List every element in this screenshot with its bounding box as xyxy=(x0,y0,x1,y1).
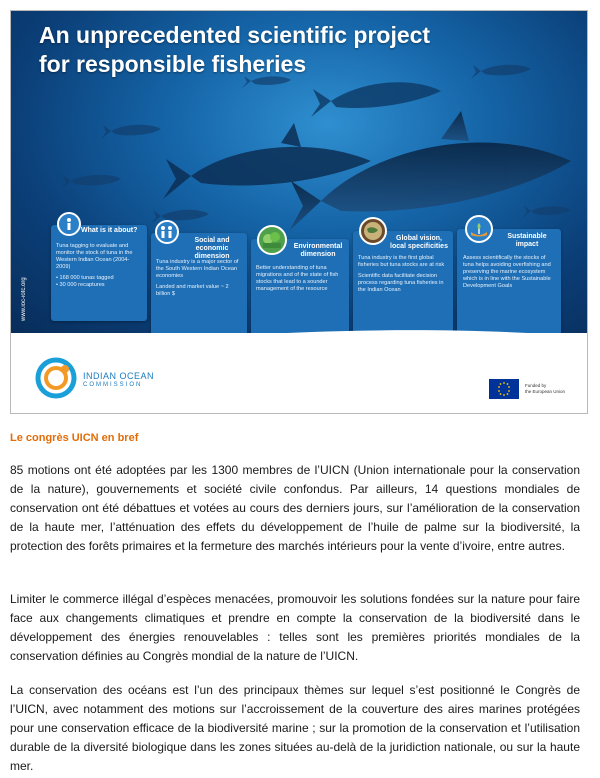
card-title: Global vision, local specificities xyxy=(390,235,448,250)
nature-icon xyxy=(257,225,287,255)
card-body-line: Tuna tagging to evaluate and monitor the stock of tuna in the Western Indian Ocean (2004-2009) xyxy=(56,243,133,270)
card-body xyxy=(358,255,448,298)
eu-flag-icon xyxy=(489,379,519,399)
card-body-line: Assess scientifically the stocks of tuna helps avoiding overfishing and preserving the marine ecosystem which is in line with the Sustainable Development Goals xyxy=(463,255,551,289)
side-url: www.ioc-iotc.org xyxy=(21,277,27,321)
info-card-what-is-it-about xyxy=(51,225,147,321)
eu-caption-line: Funded by xyxy=(525,383,547,388)
card-body-line: • 168 000 tunas tagged xyxy=(56,275,114,281)
footer-wave xyxy=(11,315,588,355)
ioc-subtitle: COMMISSION xyxy=(83,382,143,388)
card-body xyxy=(463,255,555,294)
card-body-line: Landed and market value ~ 2 billion $ xyxy=(156,284,229,297)
card-body-line: Scientific data facilitate decision process regarding tuna fisheries in the Indian Ocean xyxy=(358,273,444,293)
article-paragraph-1: 85 motions ont été adoptées par les 1300 membres de l’UICN (Union internationale pour la conservation de la nature), gouvernements et société civile confondus. Par ailleurs, 14 questions mondiales de conservation ont été débattues et votées au cours des derniers jours, sur l’amélioration de la conservation de la haute mer, l’atténuation des effets du développement de l’huile de palme sur la biodiversité, la protection des forêts primaires et la fermeture des marchés intérieurs pour la vente d’ivoire, entre autres. xyxy=(10,463,580,553)
card-body-line: Tuna industry is the first global fisheries but tuna stocks are at risk xyxy=(358,255,445,268)
poster-title-line-1: An unprecedented scientific project xyxy=(39,22,431,48)
ioc-name: INDIAN OCEAN xyxy=(83,371,155,381)
card-body xyxy=(256,265,344,297)
eu-caption-line: the European Union xyxy=(525,389,566,394)
people-dollar-icon xyxy=(155,220,179,244)
card-body-line: Tuna industry is a major sector of the South Western Indian Ocean economies xyxy=(156,259,239,279)
card-title: Social and economic dimension xyxy=(194,237,230,260)
card-title: Environmental dimension xyxy=(293,243,343,258)
card-body xyxy=(156,259,242,302)
card-title: What is it about? xyxy=(81,227,138,234)
card-title: Sustainable impact xyxy=(507,233,547,248)
ioc-logo-icon xyxy=(35,357,77,399)
project-poster xyxy=(10,10,588,414)
poster-title xyxy=(39,21,430,79)
card-body-line: Better understanding of tuna migrations and of the state of fish stocks that lead to a sounder management of the resource xyxy=(256,265,339,292)
plant-hands-icon xyxy=(465,215,493,243)
card-body-line: • 30 000 recaptures xyxy=(56,282,105,288)
globe-icon xyxy=(359,217,387,245)
eu-caption xyxy=(525,383,565,395)
article-heading: Le congrès UICN en bref xyxy=(10,432,139,444)
article-paragraph-3: La conservation des océans est l’un des principaux thèmes sur lequel s’est positionné le Congrès de l’UICN, avec notamment des motions sur l’accroissement de la couverture des aires marines protégées pour une conservation efficace de la biodiversité marine ; sur la promotion de la conservation et l’utilisation durable de la diversité biologique dans les zones situées au-delà de la juridiction nationale, ou sur la haute mer. xyxy=(10,683,580,773)
card-body xyxy=(56,243,142,293)
poster-title-line-2: for responsible fisheries xyxy=(39,51,307,77)
tuna-upper-icon xyxy=(311,82,441,117)
article-paragraph-2: Limiter le commerce illégal d’espèces menacées, promouvoir les solutions fondées sur la nature pour faire face aux changements climatiques et prendre en compte la conservation de la biodiversité dans le développement des énergies renouvelables : telles sont les premières priorités mondiales de la conservation définies au Congrès mondial de la nature de l’UICN. xyxy=(10,592,580,663)
info-icon xyxy=(57,212,81,236)
